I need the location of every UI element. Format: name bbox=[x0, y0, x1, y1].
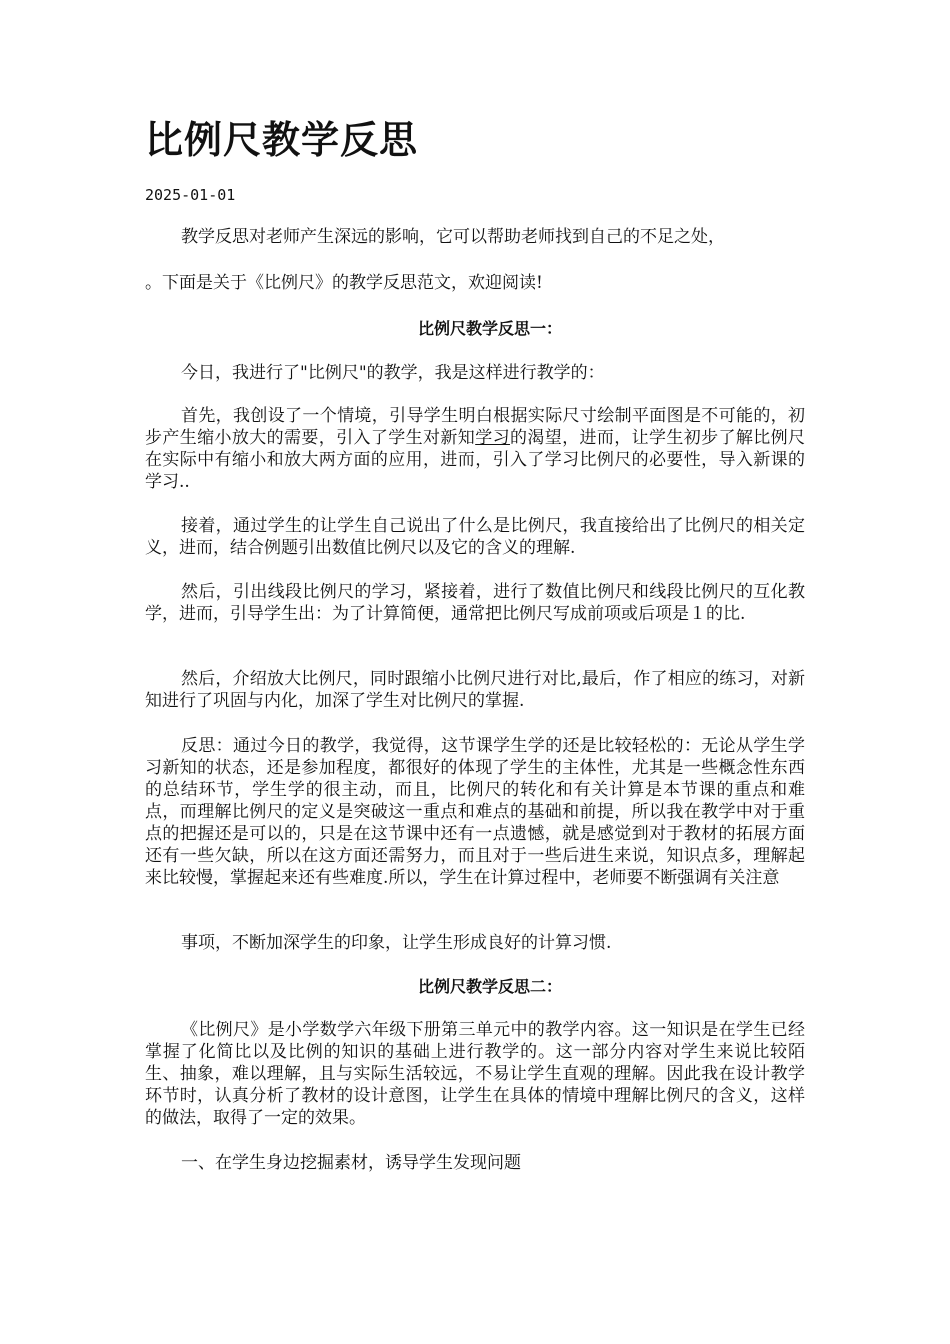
section-heading-2: 比例尺教学反思二： bbox=[417, 977, 562, 996]
paragraph-next: 接着，通过学生的让学生自己说出了什么是比例尺，我直接给出了比例尺的相关定义，进而，结合例题引出数值比例尺以及它的含义的理解. bbox=[145, 516, 805, 558]
paragraph-textbook: 《比例尺》是小学数学六年级下册第三单元中的教学内容。这一知识是在学生已经掌握了化简比以及比例的知识的基础上进行教学的。这一部分内容对学生来说比较陌生、抽象，难以理解，且与实际生活较远，不易让学生直观的理解。因此我在设计教学环节时，认真分析了教材的设计意图，让学生在具体的情境中理解比例尺的含义，这样的做法，取得了一定的效果。 bbox=[145, 1020, 805, 1128]
study-link[interactable]: 学习 bbox=[475, 428, 510, 448]
paragraph-first-text-a: 首先，我创设了一个情境，引导学生明白根据实际尺寸绘制平面图是不可能的，初步产生缩小放大的需要，引入了学生对新知 bbox=[145, 406, 805, 448]
section-1-title: 一、在学生身边挖掘素材，诱导学生发现问题 bbox=[181, 1153, 521, 1173]
intro-line-2: 。下面是关于《比例尺》的教学反思范文，欢迎阅读! bbox=[145, 273, 543, 293]
paragraph-reflection: 反思：通过今日的教学，我觉得，这节课学生学的还是比较轻松的：无论从学生学习新知的状态，还是参加程度，都很好的体现了学生的主体性，尤其是一些概念性东西的总结环节，学生学的很主动，而且，比例尺的转化和有关计算是本节课的重点和难点，而理解比例尺的定义是突破这一重点和难点的基础和前提，所以我在教学中对于重点的把握还是可以的，只是在这节课中还有一点遗憾，就是感觉到对于教材的拓展方面还有一些欠缺，所以在这方面还需努力，而且对于一些后进生来说，知识点多，理解起来比较慢，掌握起来还有些难度.所以，学生在计算过程中，老师要不断强调有关注意 bbox=[145, 736, 805, 888]
paragraph-first bbox=[145, 405, 805, 493]
publish-date: 2025-01-01 bbox=[145, 186, 236, 204]
paragraph-then-1: 然后，引出线段比例尺的学习，紧接着，进行了数值比例尺和线段比例尺的互化教学，进而，引导学生出：为了计算简便，通常把比例尺写成前项或后项是１的比. bbox=[145, 582, 805, 624]
paragraph-then-2: 然后，介绍放大比例尺，同时跟缩小比例尺进行对比,最后，作了相应的练习，对新知进行了巩固与内化，加深了学生对比例尺的掌握. bbox=[145, 669, 805, 711]
paragraph-today: 今日，我进行了"比例尺"的教学，我是这样进行教学的： bbox=[181, 363, 605, 383]
intro-line-1: 教学反思对老师产生深远的影响，它可以帮助老师找到自己的不足之处， bbox=[181, 227, 725, 247]
paragraph-first-text-b: 的渴望，进而，让学生初步了解比例尺在实际中有缩小和放大两方面的应用，进而，引入了学习比例尺的必要性，导入新课的学习.. bbox=[145, 428, 806, 492]
page-title: 比例尺教学反思 bbox=[145, 118, 419, 162]
paragraph-matters: 事项，不断加深学生的印象，让学生形成良好的计算习惯. bbox=[181, 933, 612, 953]
section-heading-1: 比例尺教学反思一： bbox=[417, 319, 562, 338]
